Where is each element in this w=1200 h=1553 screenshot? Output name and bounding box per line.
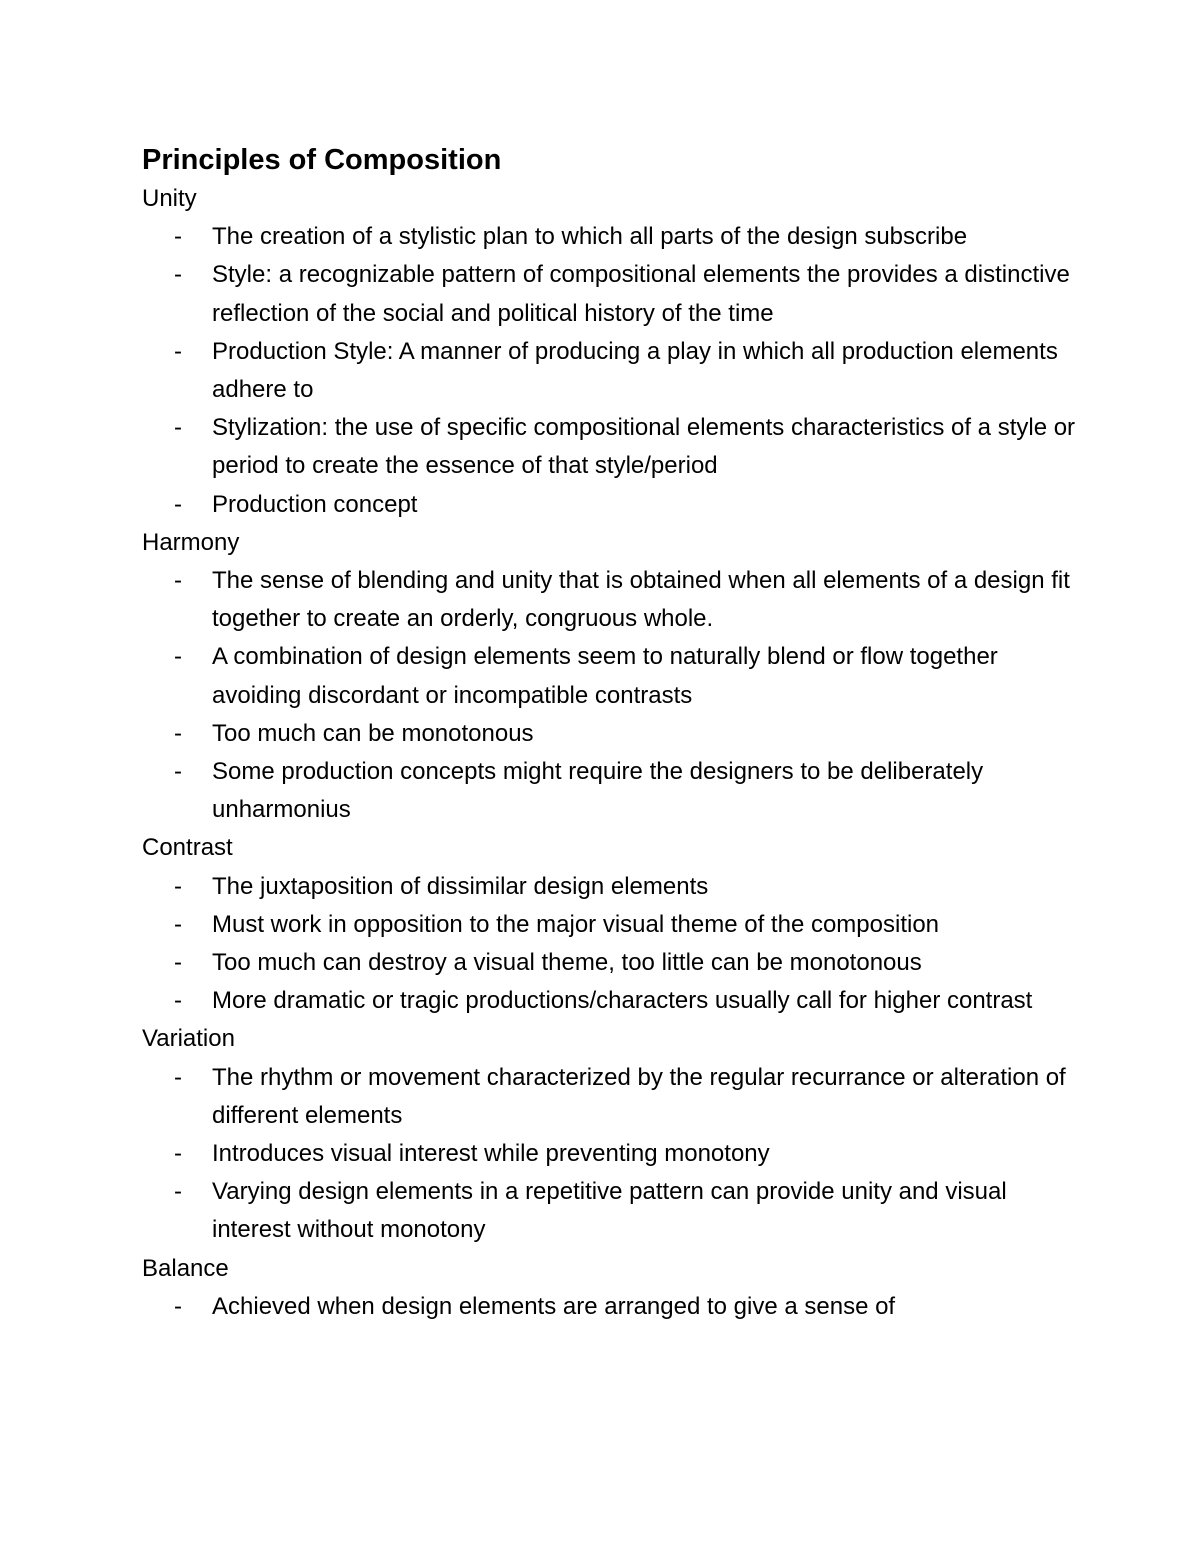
section-unity	[142, 180, 1082, 524]
bullet-dash: -	[174, 567, 182, 595]
bullet-text: Production Style: A manner of producing a play in which all production elements adhere to	[212, 337, 1058, 404]
bullet-text: Style: a recognizable pattern of compositional elements the provides a distinctive reflection of the social and political history of the time	[212, 261, 1070, 327]
list-item	[142, 409, 1082, 485]
bullet-dash: -	[174, 872, 182, 900]
bullet-text: The rhythm or movement characterized by the regular recurrance or alteration of different elements	[212, 1063, 1066, 1129]
bullet-dash: -	[174, 337, 182, 365]
document-title: Principles of Composition	[142, 144, 502, 176]
bullet-list	[142, 218, 1082, 524]
bullet-dash: -	[174, 1178, 182, 1206]
bullet-dash: -	[174, 987, 182, 1015]
bullet-text: Production concept	[212, 490, 418, 518]
list-item	[142, 1135, 1082, 1173]
bullet-dash: -	[174, 949, 182, 977]
bullet-text: The juxtaposition of dissimilar design elements	[212, 872, 709, 900]
list-item	[142, 982, 1082, 1020]
bullet-dash: -	[174, 1140, 182, 1168]
bullet-text: Some production concepts might require the designers to be deliberately unharmonius	[212, 758, 984, 824]
bullet-dash: -	[174, 719, 182, 747]
list-item	[142, 715, 1082, 753]
bullet-list	[142, 562, 1082, 829]
bullet-dash: -	[174, 758, 182, 786]
list-item	[142, 1059, 1082, 1135]
bullet-text: Stylization: the use of specific compositional elements characteristics of a style or period to create the essence of that style/period	[212, 414, 1076, 480]
bullet-text: Too much can be monotonous	[212, 719, 534, 747]
list-item	[142, 944, 1082, 982]
list-item	[142, 638, 1082, 714]
bullet-dash: -	[174, 490, 182, 518]
list-item	[142, 753, 1082, 829]
bullet-text: The sense of blending and unity that is obtained when all elements of a design fit together to create an orderly, congruous whole.	[212, 567, 1070, 633]
bullet-text: Must work in opposition to the major visual theme of the composition	[212, 910, 940, 938]
list-item	[142, 1288, 1082, 1326]
document-page	[142, 140, 1082, 1326]
bullet-dash: -	[174, 910, 182, 938]
bullet-dash: -	[174, 261, 182, 289]
list-item	[142, 256, 1082, 332]
bullet-list	[142, 1288, 1082, 1326]
bullet-text: Varying design elements in a repetitive pattern can provide unity and visual interest without monotony	[212, 1178, 1007, 1244]
bullet-list	[142, 868, 1082, 1021]
list-item	[142, 486, 1082, 524]
list-item	[142, 868, 1082, 906]
section-harmony	[142, 524, 1082, 830]
section-balance	[142, 1250, 1082, 1326]
bullet-dash: -	[174, 414, 182, 442]
bullet-text: More dramatic or tragic productions/characters usually call for higher contrast	[212, 987, 1033, 1015]
section-heading: Unity	[142, 185, 197, 212]
section-heading: Variation	[142, 1025, 235, 1053]
bullet-dash: -	[174, 1292, 182, 1320]
section-contrast	[142, 829, 1082, 1020]
bullet-text: The creation of a stylistic plan to which all parts of the design subscribe	[212, 223, 968, 251]
bullet-text: Introduces visual interest while preventing monotony	[212, 1140, 770, 1168]
section-variation	[142, 1020, 1082, 1249]
section-heading: Balance	[142, 1254, 229, 1282]
bullet-text: Too much can destroy a visual theme, too little can be monotonous	[212, 949, 922, 977]
list-item	[142, 1173, 1082, 1249]
list-item	[142, 562, 1082, 638]
list-item	[142, 333, 1082, 409]
bullet-text: Achieved when design elements are arranged to give a sense of	[212, 1292, 896, 1320]
section-heading: Contrast	[142, 834, 233, 862]
list-item	[142, 218, 1082, 256]
list-item	[142, 906, 1082, 944]
bullet-dash: -	[174, 1063, 182, 1091]
bullet-list	[142, 1059, 1082, 1250]
bullet-dash: -	[174, 223, 182, 251]
bullet-dash: -	[174, 643, 182, 671]
section-heading: Harmony	[142, 528, 240, 556]
bullet-text: A combination of design elements seem to naturally blend or flow together avoiding discordant or incompatible contrasts	[212, 643, 998, 709]
